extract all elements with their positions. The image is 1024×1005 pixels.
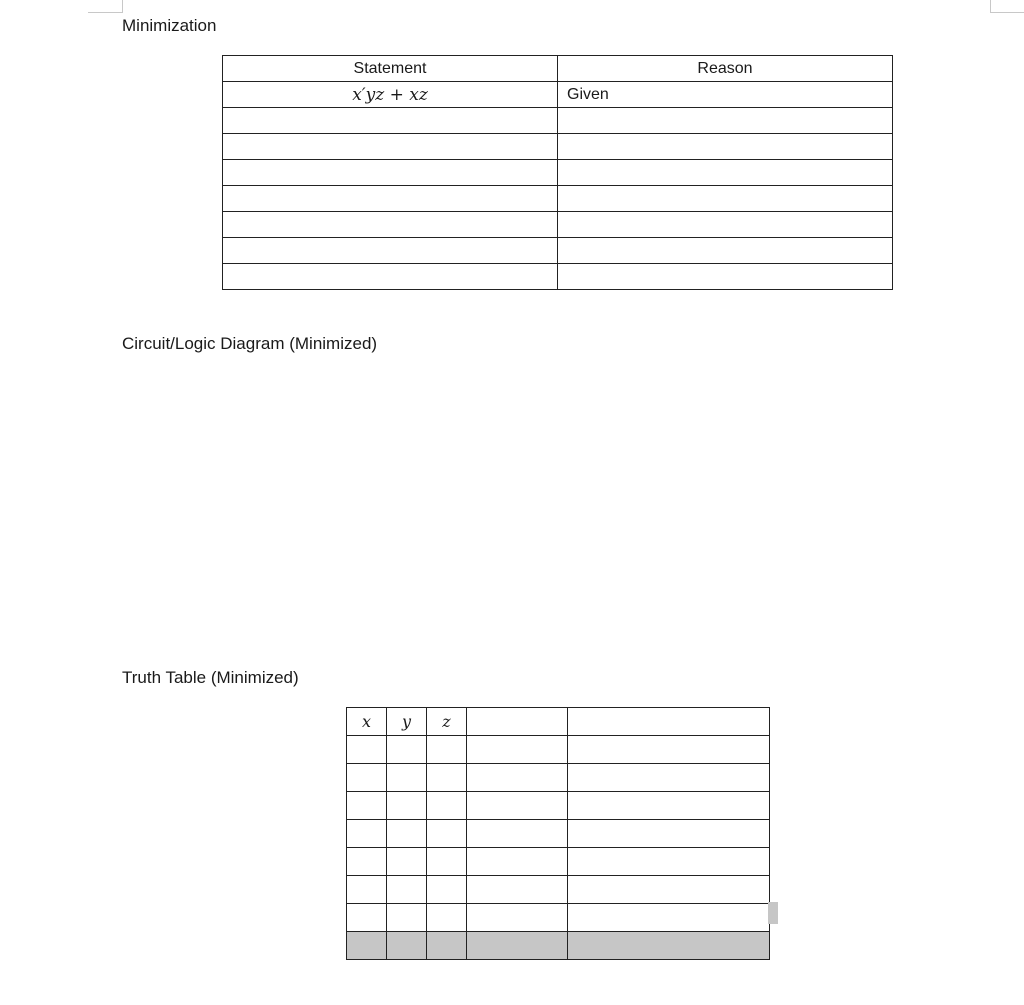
table-row: [223, 186, 893, 212]
truth-table-heading: Truth Table (Minimized): [122, 668, 299, 687]
x-cell[interactable]: [347, 820, 387, 848]
table-row: [347, 736, 770, 764]
output-cell[interactable]: [568, 932, 770, 960]
truth-table: [346, 707, 770, 960]
y-cell[interactable]: [387, 764, 427, 792]
output-cell[interactable]: [568, 820, 770, 848]
table-row: [347, 820, 770, 848]
reason-cell[interactable]: [558, 238, 893, 264]
table-row: [223, 108, 893, 134]
x-cell[interactable]: [347, 764, 387, 792]
z-cell[interactable]: [427, 932, 467, 960]
expression-cell[interactable]: [467, 736, 568, 764]
row-selection-end-marker: [768, 902, 778, 924]
table-row: [347, 792, 770, 820]
y-cell[interactable]: [387, 904, 427, 932]
expression-header[interactable]: [467, 708, 568, 736]
expression-cell[interactable]: [467, 876, 568, 904]
minimization-heading: Minimization: [122, 16, 217, 35]
table-row: [347, 764, 770, 792]
output-cell[interactable]: [568, 736, 770, 764]
reason-cell[interactable]: [558, 108, 893, 134]
x-cell[interactable]: [347, 876, 387, 904]
z-cell[interactable]: [427, 820, 467, 848]
output-header[interactable]: [568, 708, 770, 736]
x-header[interactable]: x: [347, 708, 387, 736]
circuit-diagram-heading: Circuit/Logic Diagram (Minimized): [122, 334, 378, 353]
table-row: [347, 904, 770, 932]
z-cell[interactable]: [427, 848, 467, 876]
output-cell[interactable]: [568, 792, 770, 820]
minimization-header-row: [223, 56, 893, 82]
expression-cell[interactable]: [467, 820, 568, 848]
minimization-table: [222, 55, 893, 290]
y-cell[interactable]: [387, 820, 427, 848]
y-cell[interactable]: [387, 792, 427, 820]
output-cell[interactable]: [568, 876, 770, 904]
y-cell[interactable]: [387, 736, 427, 764]
truth-header-row: [347, 708, 770, 736]
z-cell[interactable]: [427, 876, 467, 904]
z-cell[interactable]: [427, 736, 467, 764]
z-cell[interactable]: [427, 904, 467, 932]
expression-cell[interactable]: [467, 904, 568, 932]
table-row: [347, 876, 770, 904]
table-row: [223, 238, 893, 264]
reason-cell[interactable]: [558, 186, 893, 212]
statement-cell[interactable]: [223, 186, 558, 212]
statement-cell[interactable]: [223, 134, 558, 160]
x-cell[interactable]: [347, 792, 387, 820]
z-header[interactable]: z: [427, 708, 467, 736]
z-cell[interactable]: [427, 792, 467, 820]
x-cell[interactable]: [347, 932, 387, 960]
y-cell[interactable]: [387, 876, 427, 904]
statement-cell[interactable]: [223, 238, 558, 264]
statement-cell[interactable]: x′yz + xz: [223, 82, 558, 108]
reason-cell[interactable]: [558, 160, 893, 186]
y-cell[interactable]: [387, 932, 427, 960]
output-cell[interactable]: [568, 904, 770, 932]
statement-cell[interactable]: [223, 212, 558, 238]
expression-cell[interactable]: [467, 848, 568, 876]
output-cell[interactable]: [568, 764, 770, 792]
table-row: [347, 932, 770, 960]
reason-cell[interactable]: [558, 264, 893, 290]
statement-cell[interactable]: [223, 160, 558, 186]
table-row: [223, 82, 893, 108]
table-row: [223, 160, 893, 186]
statement-cell[interactable]: [223, 108, 558, 134]
reason-cell[interactable]: [558, 134, 893, 160]
reason-cell[interactable]: Given: [558, 82, 893, 108]
x-cell[interactable]: [347, 904, 387, 932]
table-row: [223, 134, 893, 160]
y-cell[interactable]: [387, 848, 427, 876]
output-cell[interactable]: [568, 848, 770, 876]
statement-header[interactable]: Statement: [223, 56, 558, 82]
x-cell[interactable]: [347, 736, 387, 764]
expression-cell[interactable]: [467, 792, 568, 820]
reason-cell[interactable]: [558, 212, 893, 238]
page-corner-mark-left: [88, 0, 123, 13]
expression-cell[interactable]: [467, 764, 568, 792]
table-row: [223, 212, 893, 238]
z-cell[interactable]: [427, 764, 467, 792]
expression-cell[interactable]: [467, 932, 568, 960]
x-cell[interactable]: [347, 848, 387, 876]
statement-cell[interactable]: [223, 264, 558, 290]
table-row: [347, 848, 770, 876]
reason-header[interactable]: Reason: [558, 56, 893, 82]
table-row: [223, 264, 893, 290]
y-header[interactable]: y: [387, 708, 427, 736]
page-corner-mark-right: [990, 0, 1024, 13]
